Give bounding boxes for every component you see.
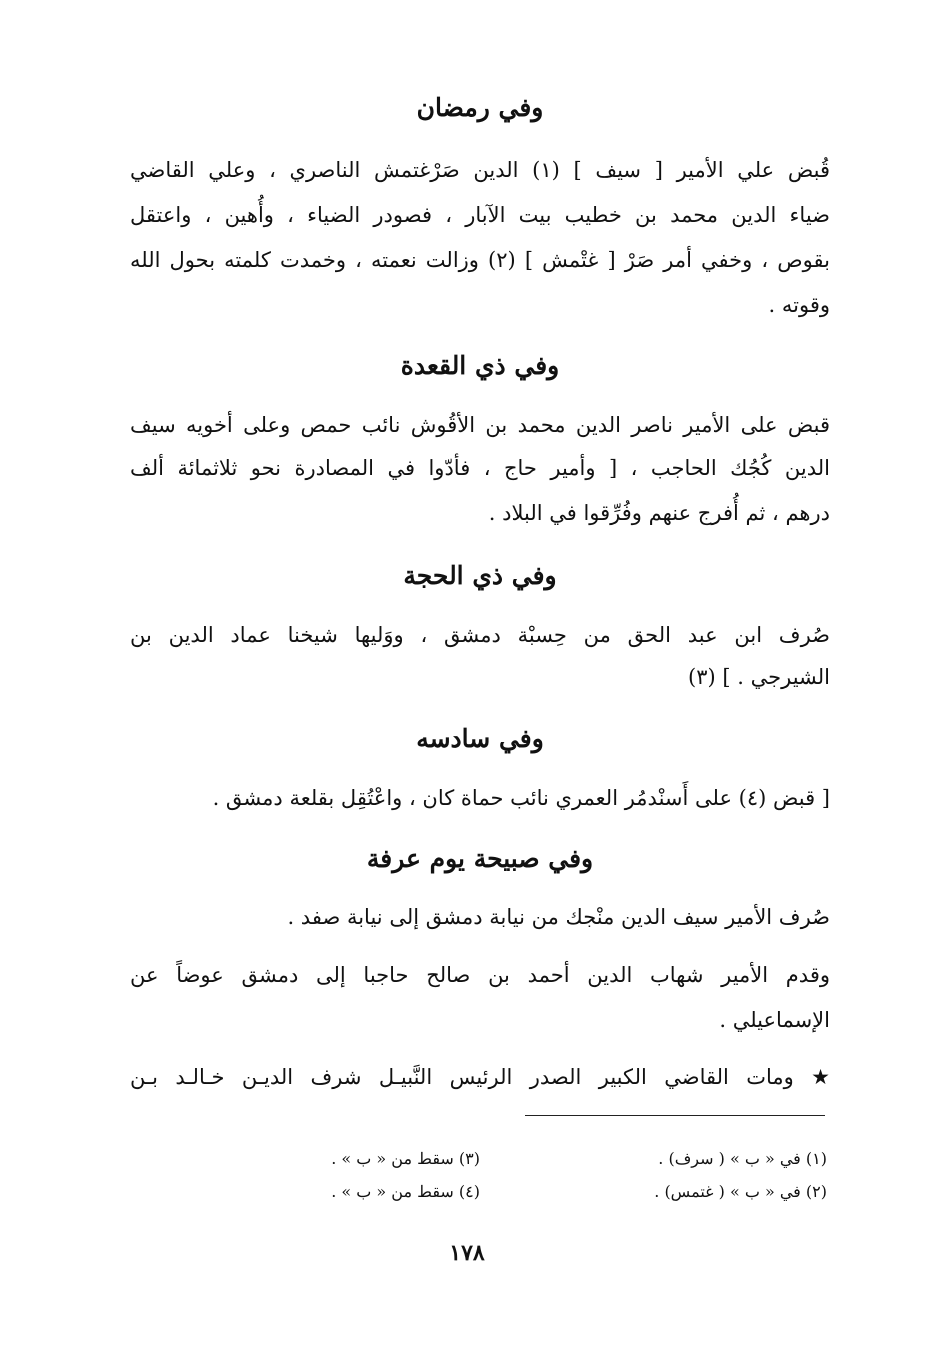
- section-heading-ramadan: وفي رمضان: [416, 93, 544, 122]
- footnote-rule: [525, 1115, 825, 1116]
- text-line: وقوته .: [768, 293, 830, 317]
- section-heading-dhu-al-qadah: وفي ذي القعدة: [400, 351, 560, 380]
- text-line: الدين كُجُك الحاجب ، [ وأمير حاج ، فأدّوا في المصادرة نحو ثلاثمائة ألف: [130, 456, 830, 480]
- section-heading-arafah-morning: وفي صبيحة يوم عرفة: [366, 844, 594, 873]
- text-line: قُبض علي الأمير [ سيف ] (١) الدين صَرْغتمش الناصري ، وعلي القاضي: [130, 158, 830, 182]
- text-line: صُرف الأمير سيف الدين منْجك من نيابة دمشق إلى نيابة صفد .: [287, 905, 830, 929]
- text-line: الإسماعيلي .: [719, 1008, 830, 1032]
- page-number: ١٧٨: [449, 1240, 485, 1266]
- section-heading-sixth: وفي سادسه: [416, 724, 544, 753]
- footnote-4: (٤) سقط من « ب » .: [331, 1182, 480, 1201]
- section-heading-dhu-al-hijjah: وفي ذي الحجة: [403, 561, 557, 590]
- footnote-3: (٣) سقط من « ب » .: [331, 1149, 480, 1168]
- text-line: بقوص ، وخفي أمر صَرْ [ غتْمش ] (٢) وزالت نعمته ، وخمدت كلمته بحول الله: [130, 248, 830, 272]
- text-line: قبض على الأمير ناصر الدين محمد بن الأقُوش نائب حمص وعلى أخويه سيف: [130, 413, 830, 437]
- text-line: وقدم الأمير شهاب الدين أحمد بن صالح حاجبا إلى دمشق عوضاً عن: [130, 963, 830, 987]
- text-line: ★ ومات القاضي الكبير الصدر الرئيس النَّبيـل شرف الديـن خـالـد بـن: [130, 1065, 830, 1089]
- text-line: صُرف ابن عبد الحق من حِسبْة دمشق ، ووَليها شيخنا عماد الدين بن: [130, 623, 830, 647]
- text-line: درهم ، ثم أُفرج عنهم وفُرِّقوا في البلاد .: [488, 501, 830, 525]
- text-line: الشيرجي . ] (٣): [688, 665, 830, 689]
- text-line: [ قبض (٤) على أَسنْدمُر العمري نائب حماة كان ، واعْتُقِل بقلعة دمشق .: [212, 786, 830, 810]
- footnote-1: (١) في « ب » ( سرف) .: [658, 1149, 827, 1168]
- footnote-2: (٢) في « ب » ( غتمس) .: [654, 1182, 827, 1201]
- text-line: ضياء الدين محمد بن خطيب بيت الآبار ، فصودر الضياء ، وأُهين ، واعتقل: [130, 203, 830, 227]
